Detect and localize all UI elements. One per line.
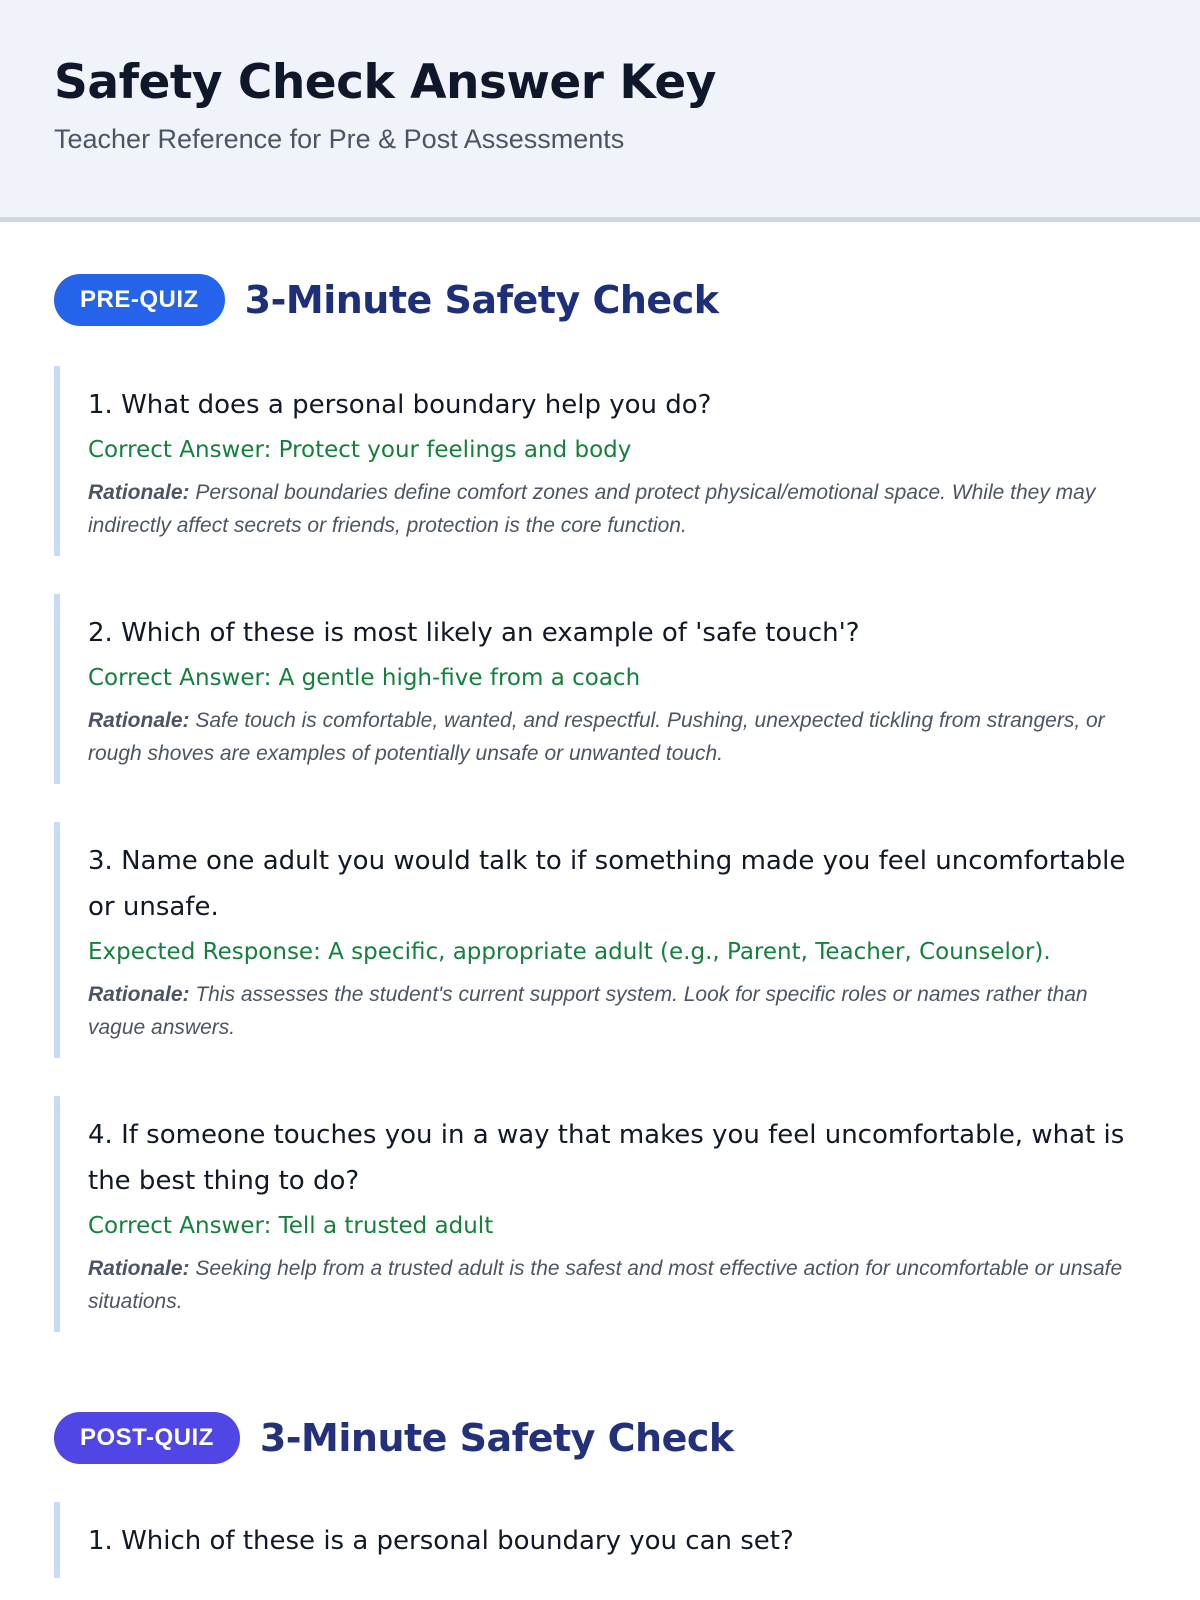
rationale-label: Rationale: xyxy=(88,1257,190,1280)
rationale xyxy=(88,704,1146,770)
question-block xyxy=(54,822,1146,1058)
pre-quiz-title: 3-Minute Safety Check xyxy=(244,278,719,322)
question-block xyxy=(54,366,1146,556)
question-block xyxy=(54,1502,1146,1578)
page-title: Safety Check Answer Key xyxy=(54,55,716,110)
post-quiz-badge: POST-QUIZ xyxy=(54,1412,240,1464)
question-block xyxy=(54,1096,1146,1332)
correct-answer: Correct Answer: Protect your feelings and body xyxy=(88,437,632,463)
post-quiz-question-list xyxy=(54,1502,1146,1578)
post-quiz-header xyxy=(54,1412,1146,1464)
question-text: 4. If someone touches you in a way that makes you feel uncomfortable, what is the best thing to do? xyxy=(88,1120,1125,1196)
rationale-label: Rationale: xyxy=(88,983,190,1006)
main-content xyxy=(0,222,1200,1578)
expected-response: Expected Response: A specific, appropriate adult (e.g., Parent, Teacher, Counselor). xyxy=(88,939,1051,965)
post-quiz-title: 3-Minute Safety Check xyxy=(259,1416,734,1460)
rationale-text: This assesses the student's current support system. Look for specific roles or names rather than vague answers. xyxy=(88,983,1088,1039)
question-text: 3. Name one adult you would talk to if something made you feel uncomfortable or unsafe. xyxy=(88,846,1126,922)
correct-answer: Correct Answer: A gentle high-five from a coach xyxy=(88,665,641,691)
pre-quiz-badge: PRE-QUIZ xyxy=(54,274,225,326)
pre-quiz-header xyxy=(54,274,1146,326)
question-text: 1. Which of these is a personal boundary you can set? xyxy=(88,1526,794,1556)
rationale-label: Rationale: xyxy=(88,481,190,504)
correct-answer: Correct Answer: Tell a trusted adult xyxy=(88,1213,494,1239)
rationale-text: Seeking help from a trusted adult is the safest and most effective action for uncomfortable or unsafe situations. xyxy=(88,1257,1123,1313)
question-text: 1. What does a personal boundary help you do? xyxy=(88,390,712,420)
rationale xyxy=(88,1252,1146,1318)
rationale xyxy=(88,476,1146,542)
pre-quiz-question-list xyxy=(54,366,1146,1332)
rationale-label: Rationale: xyxy=(88,709,190,732)
rationale-text: Safe touch is comfortable, wanted, and respectful. Pushing, unexpected tickling from strangers, or rough shoves are examples of potentially unsafe or unwanted touch. xyxy=(88,709,1105,765)
rationale-text: Personal boundaries define comfort zones and protect physical/emotional space. While they may indirectly affect secrets or friends, protection is the core function. xyxy=(88,481,1096,537)
page-subtitle: Teacher Reference for Pre & Post Assessments xyxy=(54,124,625,154)
rationale xyxy=(88,978,1146,1044)
question-text: 2. Which of these is most likely an example of 'safe touch'? xyxy=(88,618,860,648)
question-block xyxy=(54,594,1146,784)
page-header xyxy=(0,0,1200,222)
